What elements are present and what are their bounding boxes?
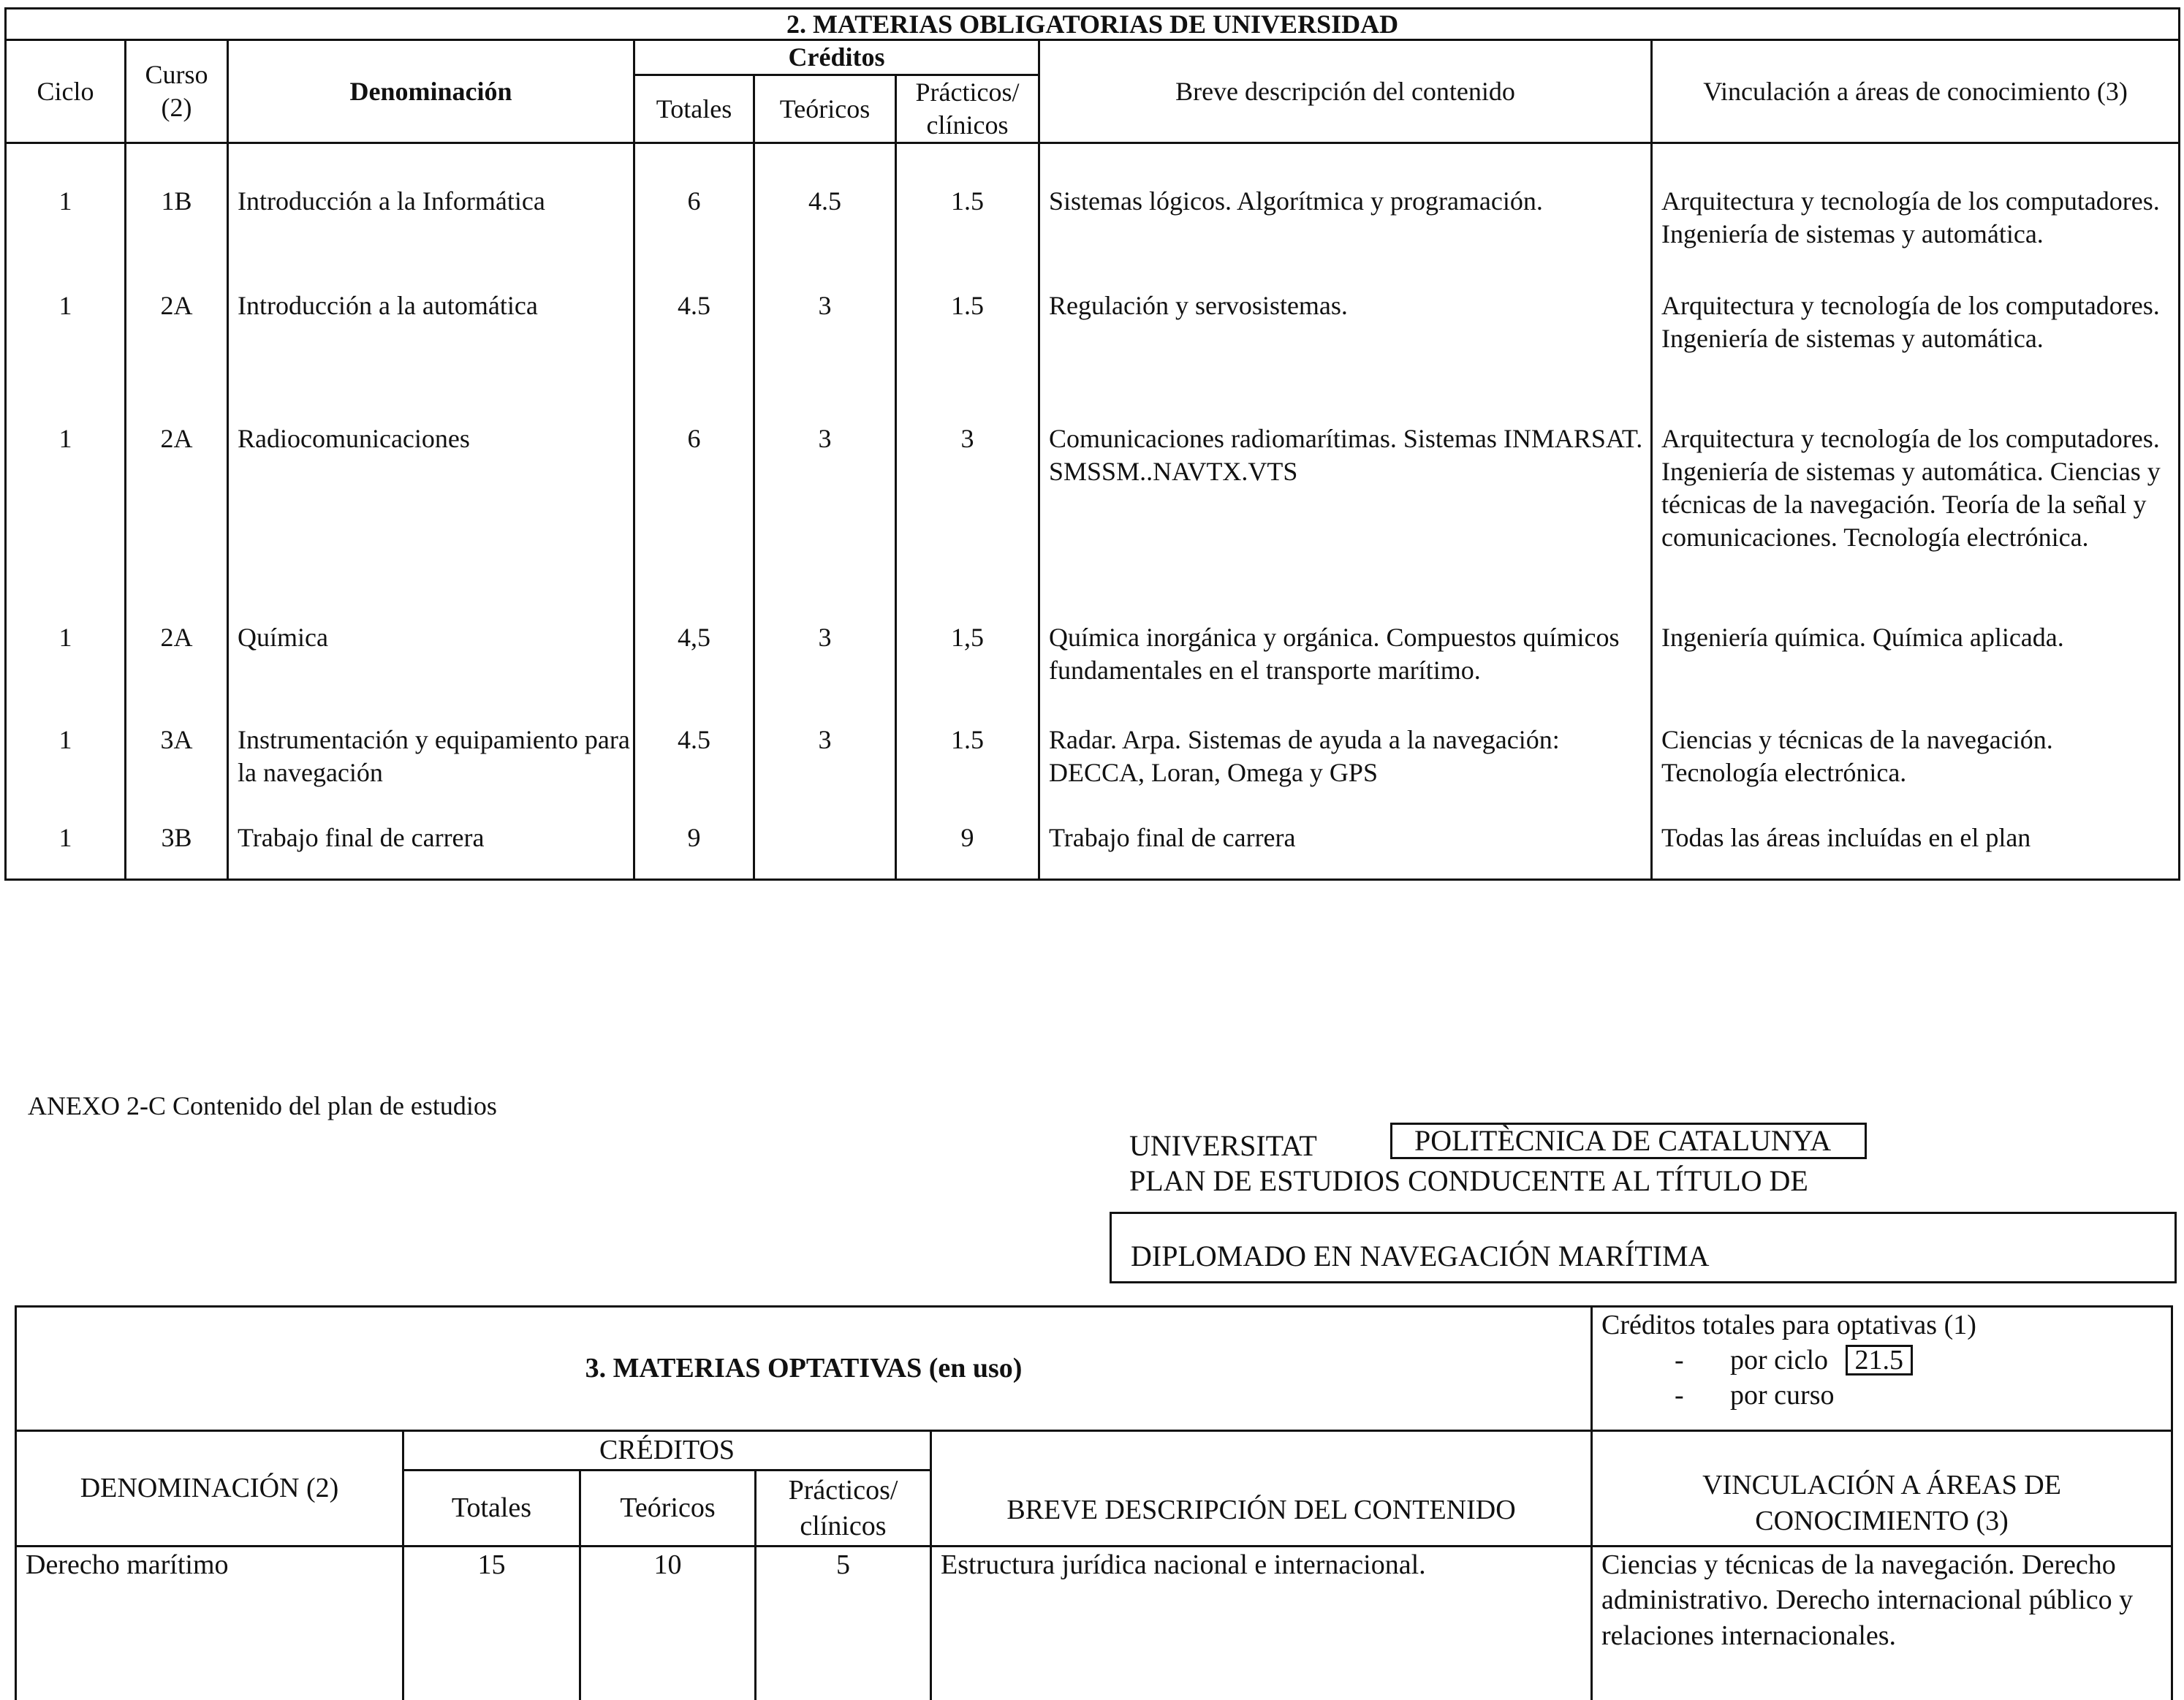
- col-header-ciclo: Ciclo: [6, 40, 126, 143]
- cell-totales: 9: [634, 814, 754, 880]
- cell-vinculacion: Arquitectura y tecnología de los computadores. Ingeniería de sistemas y automática.: [1652, 143, 2180, 279]
- col-header-teoricos: Teóricos: [580, 1471, 756, 1547]
- col-header-descripcion: Breve descripción del contenido: [1039, 40, 1652, 143]
- cell-curso: 2A: [126, 279, 228, 415]
- cell-practicos: 5: [756, 1547, 931, 1700]
- por-ciclo-label: por ciclo: [1730, 1345, 1829, 1375]
- cell-descripcion: Radar. Arpa. Sistemas de ayuda a la navegación: DECCA, Loran, Omega y GPS: [1039, 716, 1652, 814]
- col-header-totales: Totales: [634, 75, 754, 143]
- table-row: [6, 415, 2180, 614]
- cell-vinculacion: Ciencias y técnicas de la navegación. Derecho administrativo. Derecho internacional público y relaciones internacionales.: [1592, 1547, 2172, 1700]
- col-header-vinculacion: [1592, 1431, 2172, 1547]
- cell-practicos: 1,5: [896, 614, 1039, 716]
- cell-ciclo: 1: [6, 716, 126, 814]
- cell-practicos: 3: [896, 415, 1039, 614]
- col-header-practicos-line2: clínicos: [926, 110, 1009, 140]
- cell-teoricos: 3: [754, 279, 896, 415]
- creditos-totales-label: Créditos totales para optativas (1): [1601, 1310, 1976, 1340]
- por-ciclo-value: 21.5: [1846, 1345, 1914, 1375]
- cell-vinculacion: Arquitectura y tecnología de los computadores. Ingeniería de sistemas y automática. Ciencias y técnicas de la navegación. Teoría de la señal y comunicaciones. Tecnología electrónica.: [1652, 415, 2180, 614]
- cell-ciclo: 1: [6, 814, 126, 880]
- col-header-totales: Totales: [403, 1471, 580, 1547]
- cell-totales: 15: [403, 1547, 580, 1700]
- universitat-value: POLITÈCNICA DE CATALUNYA: [1390, 1123, 1867, 1159]
- optativas-title: 3. MATERIAS OPTATIVAS (en uso): [16, 1307, 1592, 1431]
- cell-ciclo: 1: [6, 614, 126, 716]
- anexo-heading: ANEXO 2-C Contenido del plan de estudios: [28, 1091, 497, 1120]
- cell-ciclo: 1: [6, 279, 126, 415]
- table-row: [16, 1547, 2172, 1700]
- col-header-practicos-line2: clínicos: [800, 1510, 887, 1541]
- col-header-practicos-line1: Prácticos/: [788, 1475, 898, 1506]
- cell-denominacion: Trabajo final de carrera: [228, 814, 634, 880]
- dash-curso: -: [1675, 1380, 1684, 1411]
- cell-descripcion: Comunicaciones radiomarítimas. Sistemas INMARSAT. SMSSM..NAVTX.VTS: [1039, 415, 1652, 614]
- col-header-practicos: [896, 75, 1039, 143]
- col-header-denominacion: Denominación: [228, 40, 634, 143]
- cell-descripcion: Sistemas lógicos. Algorítmica y programación.: [1039, 143, 1652, 279]
- por-curso-label: por curso: [1730, 1380, 1835, 1411]
- cell-ciclo: 1: [6, 415, 126, 614]
- col-header-practicos-line1: Prácticos/: [915, 77, 1020, 107]
- obligatorias-title: 2. MATERIAS OBLIGATORIAS DE UNIVERSIDAD: [6, 9, 2180, 40]
- table-row: [6, 614, 2180, 716]
- cell-denominacion: Instrumentación y equipamiento para la navegación: [228, 716, 634, 814]
- col-header-teoricos: Teóricos: [754, 75, 896, 143]
- optativas-table: [15, 1305, 2173, 1700]
- cell-ciclo: 1: [6, 143, 126, 279]
- cell-denominacion: Radiocomunicaciones: [228, 415, 634, 614]
- cell-vinculacion: Ciencias y técnicas de la navegación. Tecnología electrónica.: [1652, 716, 2180, 814]
- universitat-label: UNIVERSITAT: [1129, 1129, 1317, 1162]
- table-row: [6, 143, 2180, 279]
- cell-denominacion: Introducción a la Informática: [228, 143, 634, 279]
- col-header-practicos: [756, 1471, 931, 1547]
- cell-practicos: 1.5: [896, 716, 1039, 814]
- cell-totales: 4.5: [634, 279, 754, 415]
- col-header-curso: [126, 40, 228, 143]
- cell-denominacion: Introducción a la automática: [228, 279, 634, 415]
- cell-curso: 3A: [126, 716, 228, 814]
- table-row: [6, 716, 2180, 814]
- cell-totales: 4,5: [634, 614, 754, 716]
- col-header-vinculacion: Vinculación a áreas de conocimiento (3): [1652, 40, 2180, 143]
- cell-curso: 2A: [126, 415, 228, 614]
- cell-teoricos: 3: [754, 614, 896, 716]
- cell-denominacion: Química: [228, 614, 634, 716]
- cell-descripcion: Estructura jurídica nacional e internacional.: [931, 1547, 1592, 1700]
- cell-teoricos: [754, 814, 896, 880]
- plan-label: PLAN DE ESTUDIOS CONDUCENTE AL TÍTULO DE: [1129, 1164, 1808, 1197]
- cell-denominacion: Derecho marítimo: [16, 1547, 403, 1700]
- cell-totales: 4.5: [634, 716, 754, 814]
- cell-vinculacion: Todas las áreas incluídas en el plan: [1652, 814, 2180, 880]
- cell-descripcion: Química inorgánica y orgánica. Compuestos químicos fundamentales en el transporte marítimo.: [1039, 614, 1652, 716]
- cell-practicos: 1.5: [896, 279, 1039, 415]
- col-header-creditos: CRÉDITOS: [403, 1431, 931, 1471]
- titulo-value: DIPLOMADO EN NAVEGACIÓN MARÍTIMA: [1110, 1212, 2177, 1283]
- cell-practicos: 1.5: [896, 143, 1039, 279]
- cell-practicos: 9: [896, 814, 1039, 880]
- table-row: [6, 814, 2180, 880]
- cell-curso: 2A: [126, 614, 228, 716]
- cell-teoricos: 10: [580, 1547, 756, 1700]
- col-header-curso-label: Curso: [145, 60, 208, 89]
- col-header-curso-note: (2): [161, 93, 192, 122]
- obligatorias-table: [4, 7, 2180, 881]
- cell-curso: 1B: [126, 143, 228, 279]
- cell-descripcion: Trabajo final de carrera: [1039, 814, 1652, 880]
- cell-vinculacion: Arquitectura y tecnología de los computadores. Ingeniería de sistemas y automática.: [1652, 279, 2180, 415]
- cell-descripcion: Regulación y servosistemas.: [1039, 279, 1652, 415]
- cell-curso: 3B: [126, 814, 228, 880]
- cell-teoricos: 3: [754, 415, 896, 614]
- cell-totales: 6: [634, 415, 754, 614]
- optativas-creditos-info: [1592, 1307, 2172, 1431]
- col-header-descripcion: BREVE DESCRIPCIÓN DEL CONTENIDO: [931, 1431, 1592, 1547]
- cell-teoricos: 3: [754, 716, 896, 814]
- col-header-vinculacion-line1: VINCULACIÓN A ÁREAS DE: [1702, 1470, 2061, 1501]
- col-header-denominacion: DENOMINACIÓN (2): [16, 1431, 403, 1547]
- cell-totales: 6: [634, 143, 754, 279]
- col-header-creditos: Créditos: [634, 40, 1039, 75]
- cell-vinculacion: Ingeniería química. Química aplicada.: [1652, 614, 2180, 716]
- dash-ciclo: -: [1675, 1345, 1684, 1375]
- cell-teoricos: 4.5: [754, 143, 896, 279]
- col-header-vinculacion-line2: CONOCIMIENTO (3): [1755, 1505, 2009, 1536]
- table-row: [6, 279, 2180, 415]
